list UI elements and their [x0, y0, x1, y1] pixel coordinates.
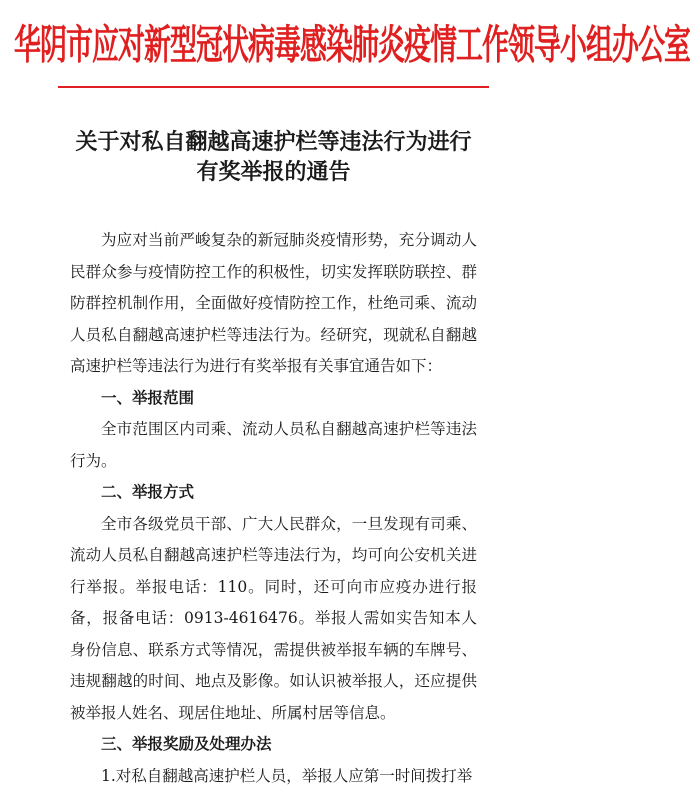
section-heading-reward: 三、举报奖励及处理办法	[70, 729, 477, 761]
letterhead: 华阴市应对新型冠状病毒感染肺炎疫情工作领导小组办公室	[14, 24, 527, 69]
section-text-scope: 全市范围区内司乘、流动人员私自翻越高速护栏等违法行为。	[70, 414, 477, 477]
title-line-2: 有奖举报的通告	[62, 157, 485, 187]
section-heading-method: 二、举报方式	[70, 477, 477, 509]
section-heading-scope: 一、举报范围	[70, 383, 477, 415]
document-body	[70, 225, 477, 792]
intro-paragraph: 为应对当前严峻复杂的新冠肺炎疫情形势，充分调动人民群众参与疫情防控工作的积极性，切实发挥联防联控、群防群控机制作用，全面做好疫情防控工作，杜绝司乘、流动人员私自翻越高速护栏等违法行为。经研究，现就私自翻越高速护栏等违法行为进行有奖举报有关事宜通告如下：	[70, 225, 477, 383]
red-divider	[58, 86, 489, 88]
section-text-method: 全市各级党员干部、广大人民群众，一旦发现有司乘、流动人员私自翻越高速护栏等违法行为，均可向公安机关进行举报。举报电话：110。同时，还可向市应疫办进行报备，报备电话：0913-4616476。举报人需如实告知本人身份信息、联系方式等情况，需提供被举报车辆的车牌号、违规翻越的时间、地点及影像。如认识被举报人，还应提供被举报人姓名、现居住地址、所属村居等信息。	[70, 509, 477, 730]
document-title	[62, 127, 485, 187]
title-line-1: 关于对私自翻越高速护栏等违法行为进行	[62, 127, 485, 157]
section-text-reward: 1.对私自翻越高速护栏人员，举报人应第一时间拨打举	[70, 761, 477, 792]
